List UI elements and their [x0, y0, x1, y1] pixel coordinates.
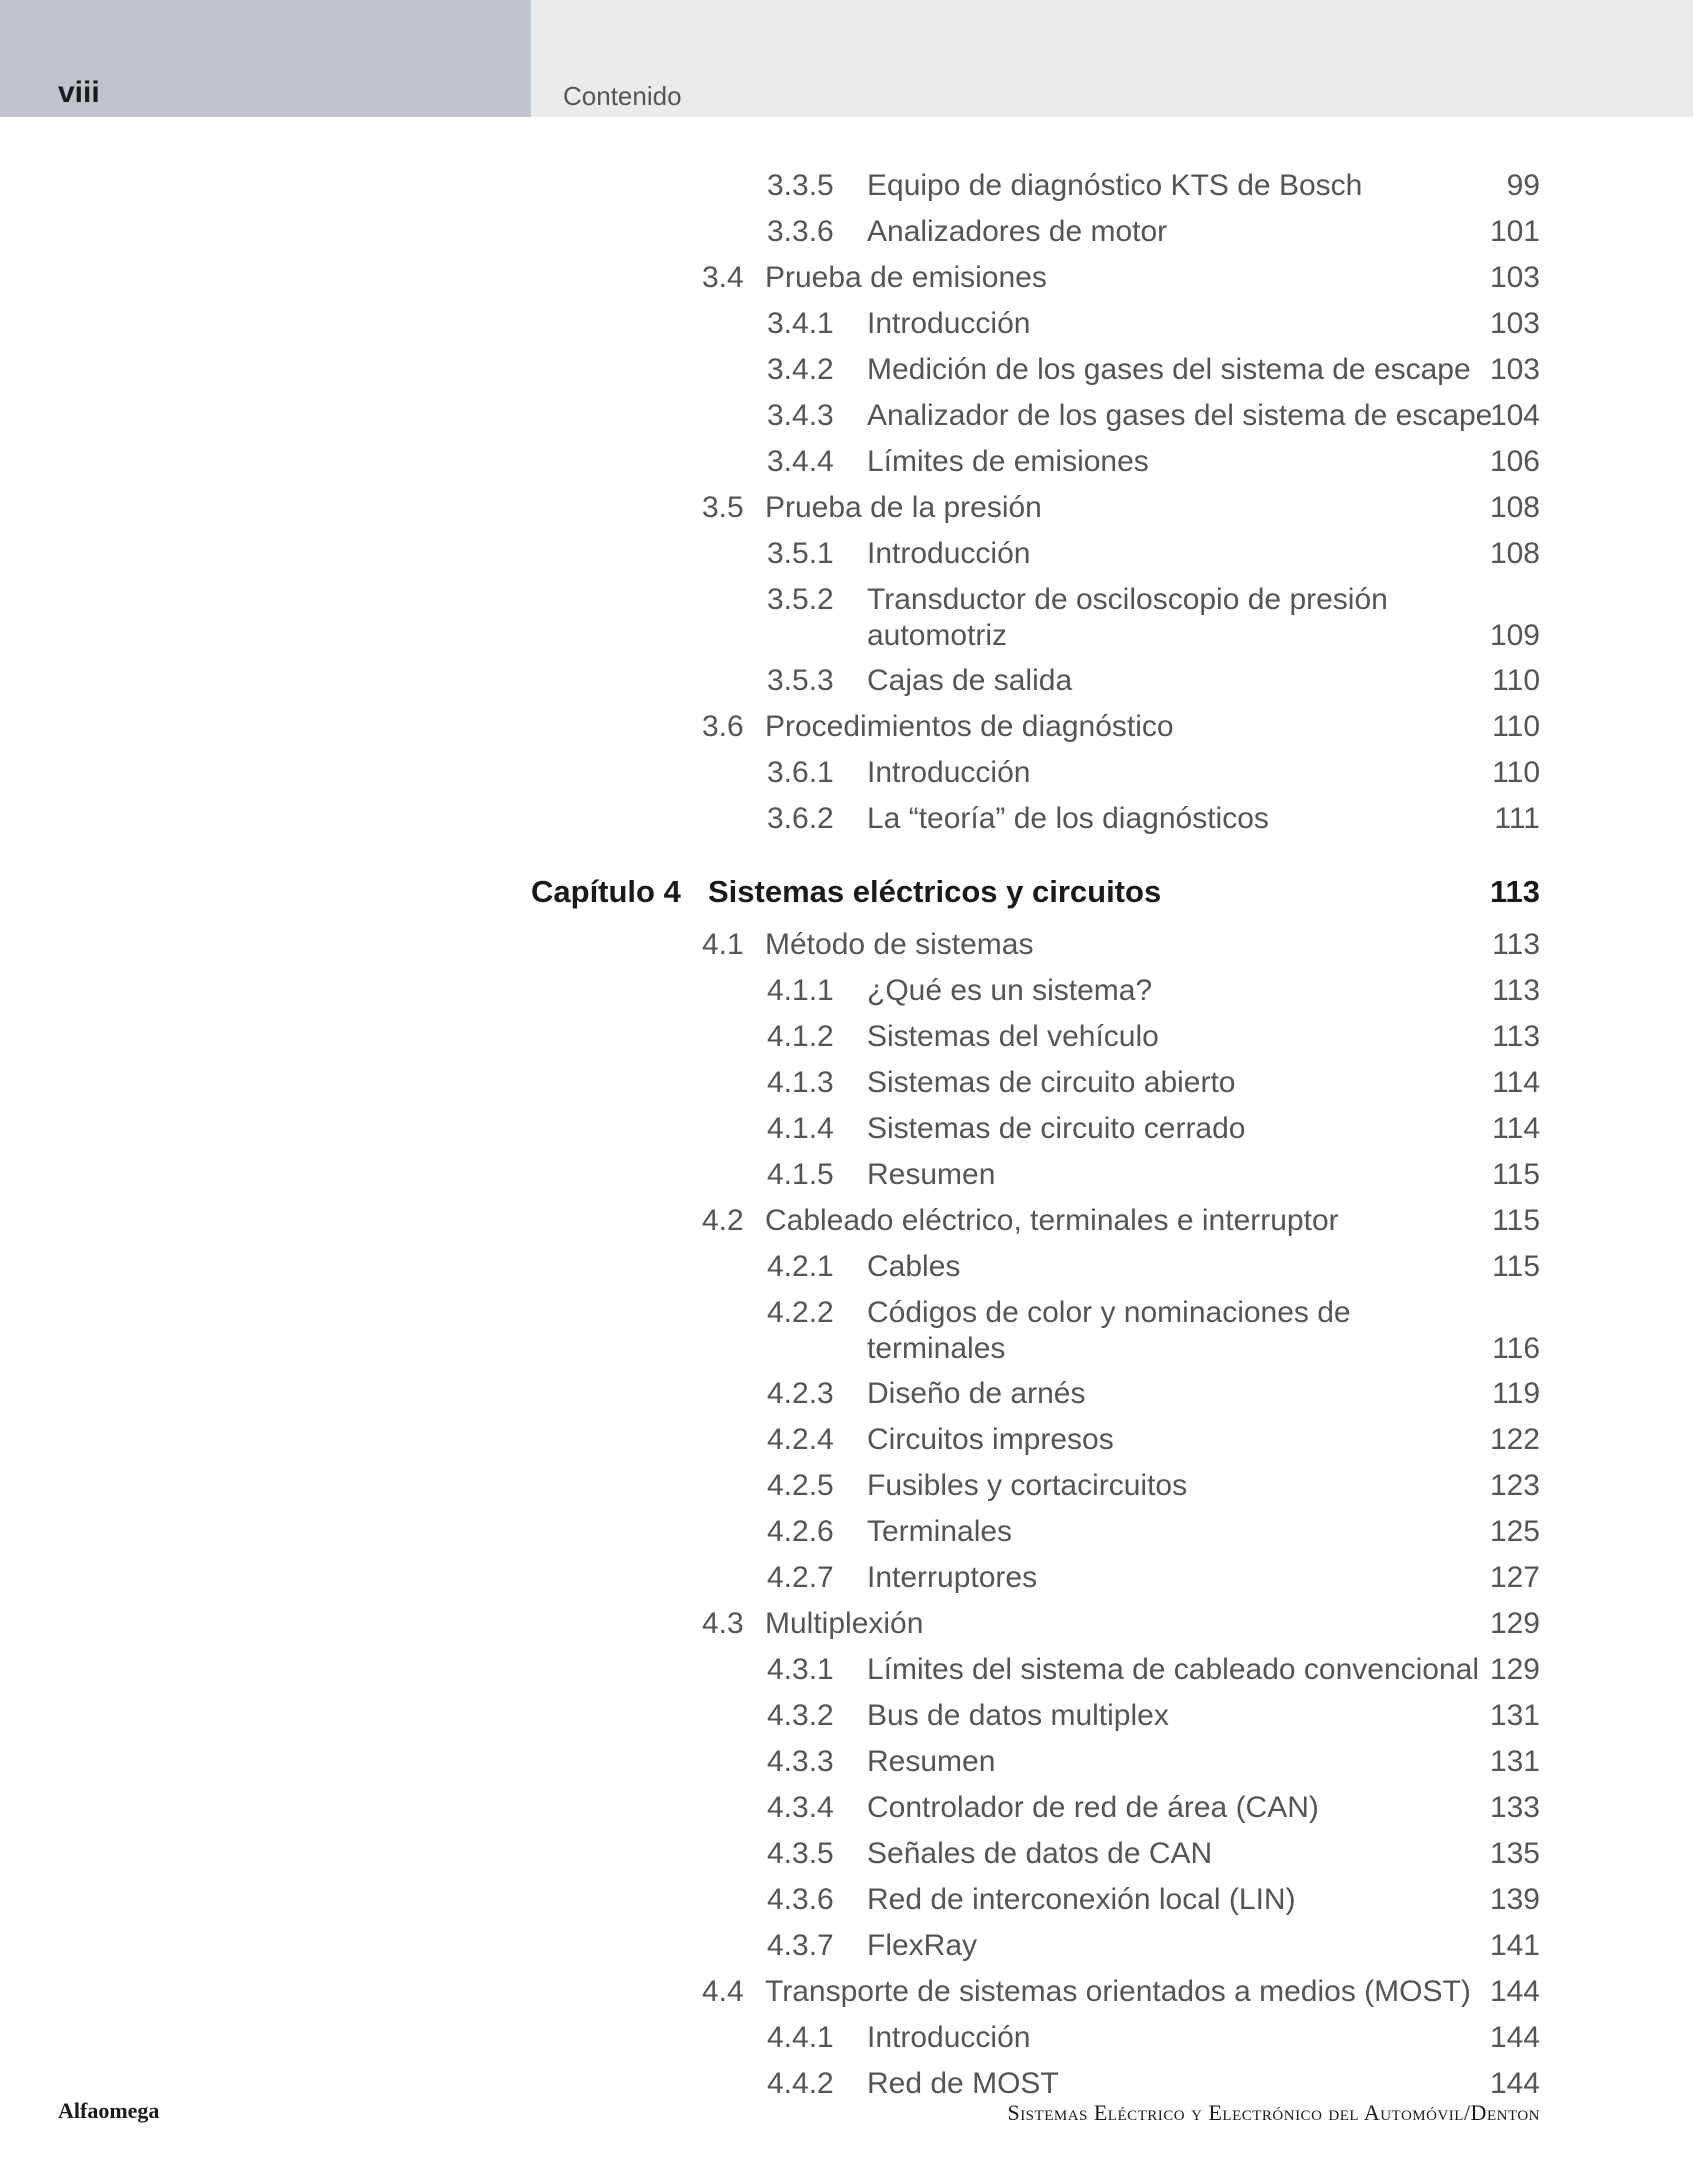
toc-entry-title: Sistemas eléctricos y circuitos: [708, 874, 1162, 909]
toc-entry-page: 127: [1489, 1561, 1540, 1594]
toc-entry-title: La “teoría” de los diagnósticos: [867, 802, 1269, 835]
toc-entry-number: 3.4.4: [767, 445, 834, 478]
toc-entry-page: 129: [1489, 1653, 1540, 1686]
toc-entry-title: Señales de datos de CAN: [867, 1837, 1213, 1870]
toc-entry-title: Método de sistemas: [765, 928, 1034, 961]
toc-entry-title: Procedimientos de diagnóstico: [765, 710, 1174, 743]
toc-entry-number: 4.3.5: [767, 1837, 834, 1870]
toc-entry-title: Códigos de color y nominaciones de terminales: [867, 1296, 1351, 1365]
toc-entry-number: 4.3.1: [767, 1653, 834, 1686]
toc-entry-page: 99: [1506, 169, 1540, 202]
toc-entry-number: 4.4.1: [767, 2021, 834, 2054]
toc-entry-number: 4.3: [702, 1607, 744, 1640]
toc-entry-title: Analizadores de motor: [867, 215, 1168, 248]
toc-entry-number: 4.3.7: [767, 1929, 834, 1962]
toc-entry-title: Resumen: [867, 1158, 996, 1191]
toc-entry-number: 4.1.4: [767, 1112, 834, 1145]
toc-entry-number: 3.4.1: [767, 307, 834, 340]
toc-entry-title: Circuitos impresos: [867, 1423, 1114, 1456]
toc-entry-page: 115: [1492, 1250, 1540, 1283]
toc-entry-page: 114: [1492, 1112, 1540, 1145]
toc-entry-title: FlexRay: [867, 1929, 978, 1962]
toc-entry-page: 144: [1489, 1975, 1540, 2008]
toc-entry-title: Sistemas de circuito abierto: [867, 1066, 1236, 1099]
toc-entry-page: 103: [1489, 307, 1540, 340]
toc-entry-page: 129: [1489, 1607, 1540, 1640]
toc-entry-page: 115: [1492, 1158, 1540, 1191]
toc-entry-number: 4.4: [702, 1975, 744, 2008]
toc-entry-number: 3.3.5: [767, 169, 834, 202]
toc-entry-page: 110: [1492, 756, 1540, 789]
toc-entry-page: 113: [1492, 928, 1540, 961]
toc-entry-number: 4.3.6: [767, 1883, 834, 1916]
toc-entry-number: 3.5.1: [767, 537, 834, 570]
toc-entry-page: 103: [1489, 261, 1540, 294]
toc-entry-title: Equipo de diagnóstico KTS de Bosch: [867, 169, 1363, 202]
toc-entry-page: 125: [1489, 1515, 1540, 1548]
toc-entry-number: 3.4: [702, 261, 744, 294]
toc-entry-number: 4.2.7: [767, 1561, 834, 1594]
footer-book-title: Sistemas Eléctrico y Electrónico del Automóvil/Denton: [1007, 2100, 1540, 2125]
toc-entry-page: 104: [1489, 399, 1540, 432]
toc-entry-title: Límites del sistema de cableado convencional: [867, 1653, 1480, 1686]
toc-entry-page: 139: [1489, 1883, 1540, 1916]
toc-entry-title: Multiplexión: [765, 1607, 924, 1640]
toc-entry-number: 4.3.3: [767, 1745, 834, 1778]
toc-entry-title: Prueba de emisiones: [765, 261, 1047, 294]
toc-entry-number: 3.6.2: [767, 802, 834, 835]
toc-entry-number: 4.3.4: [767, 1791, 834, 1824]
toc-entry-title: Introducción: [867, 2021, 1031, 2054]
toc-entry-title: Medición de los gases del sistema de escape: [867, 353, 1471, 386]
toc-entry-title: Resumen: [867, 1745, 996, 1778]
toc-entry-page: 123: [1489, 1469, 1540, 1502]
toc-entry-title: Introducción: [867, 756, 1031, 789]
toc-entry-title: Red de interconexión local (LIN): [867, 1883, 1296, 1916]
toc-entry-page: 119: [1492, 1377, 1540, 1410]
toc-entry-number: 3.5.2: [767, 583, 834, 616]
toc-entry-title: Analizador de los gases del sistema de escape: [867, 399, 1493, 432]
toc-entry-page: 101: [1489, 215, 1540, 248]
toc-entry-title: Sistemas del vehículo: [867, 1020, 1159, 1053]
running-header-title: Contenido: [563, 81, 682, 111]
toc-entry-page: 108: [1489, 491, 1540, 524]
toc-entry-page: 122: [1489, 1423, 1540, 1456]
toc-entry-title: Cables: [867, 1250, 961, 1283]
toc-entry-page: 133: [1489, 1791, 1540, 1824]
toc-entry-title: Controlador de red de área (CAN): [867, 1791, 1319, 1824]
toc-entry-page: 113: [1492, 1020, 1540, 1053]
toc-entry-page: 108: [1489, 537, 1540, 570]
toc-entry-page: 141: [1489, 1929, 1540, 1962]
toc-entry-title: Cajas de salida: [867, 664, 1073, 697]
toc-entry-title: Prueba de la presión: [765, 491, 1042, 524]
toc-entry-page: 110: [1492, 664, 1540, 697]
toc-entry-number: 4.3.2: [767, 1699, 834, 1732]
toc-entry-number: 3.3.6: [767, 215, 834, 248]
toc-entry-page: 110: [1492, 710, 1540, 743]
toc-entry-number: 4.2.4: [767, 1423, 834, 1456]
toc-entry-number: 3.4.3: [767, 399, 834, 432]
toc-entry-page: 114: [1492, 1066, 1540, 1099]
toc-entry-number: 4.2: [702, 1204, 744, 1237]
toc-entry-number: 4.2.5: [767, 1469, 834, 1502]
toc-entry-number: 3.5: [702, 491, 744, 524]
toc-entry-number: 4.2.3: [767, 1377, 834, 1410]
toc-entry-number: 3.6.1: [767, 756, 834, 789]
toc-entry-page: 113: [1489, 874, 1540, 909]
toc-entry-number: 4.4.2: [767, 2067, 834, 2100]
toc-entry-title: ¿Qué es un sistema?: [867, 974, 1153, 1007]
toc-entry-page: 113: [1492, 974, 1540, 1007]
toc-entry-title: Cableado eléctrico, terminales e interruptor: [765, 1204, 1339, 1237]
toc-entry-title: Diseño de arnés: [867, 1377, 1086, 1410]
toc-entry-page: 103: [1489, 353, 1540, 386]
toc-entry-title: Fusibles y cortacircuitos: [867, 1469, 1188, 1502]
toc-entry-page: 131: [1489, 1699, 1540, 1732]
toc-entry-page: 106: [1489, 445, 1540, 478]
toc-entry-title: Sistemas de circuito cerrado: [867, 1112, 1246, 1145]
toc-entry-number: 4.1.2: [767, 1020, 834, 1053]
toc-entry-title: Interruptores: [867, 1561, 1038, 1594]
toc-entry-page: 115: [1492, 1204, 1540, 1237]
toc-entry-title: Introducción: [867, 537, 1031, 570]
toc-entry-title: Límites de emisiones: [867, 445, 1149, 478]
toc-entry-number: 4.2.6: [767, 1515, 834, 1548]
toc-entry-number: 4.2.1: [767, 1250, 834, 1283]
toc-entry-title: Terminales: [867, 1515, 1013, 1548]
footer-publisher: Alfaomega: [58, 2098, 160, 2123]
toc-entry-number: 3.5.3: [767, 664, 834, 697]
toc-entry-page: 135: [1489, 1837, 1540, 1870]
toc-entry-number: 3.6: [702, 710, 744, 743]
toc-entry-title: Transductor de osciloscopio de presión automotriz: [867, 583, 1388, 652]
toc-entry-page: 131: [1489, 1745, 1540, 1778]
toc-entry-number: 4.1.1: [767, 974, 834, 1007]
toc-entry-number: Capítulo 4: [531, 874, 681, 909]
toc-entry-title: Introducción: [867, 307, 1031, 340]
toc-entry-title: Red de MOST: [867, 2067, 1059, 2100]
toc-entry-page: 144: [1489, 2067, 1540, 2100]
page-number: viii: [58, 76, 100, 109]
toc-entry-page: 116: [1492, 1332, 1540, 1365]
toc-entry-page: 144: [1489, 2021, 1540, 2054]
toc-entry-page: 111: [1494, 802, 1540, 835]
toc-entry-title: Bus de datos multiplex: [867, 1699, 1169, 1732]
toc-entry-number: 4.1.5: [767, 1158, 834, 1191]
toc-entry-number: 4.1: [702, 928, 744, 961]
toc-entry-page: 109: [1489, 619, 1540, 652]
toc-entry-number: 4.1.3: [767, 1066, 834, 1099]
toc-entry-number: 3.4.2: [767, 353, 834, 386]
toc-entry-title: Transporte de sistemas orientados a medios (MOST): [765, 1975, 1471, 2008]
toc-entry-number: 4.2.2: [767, 1296, 834, 1329]
